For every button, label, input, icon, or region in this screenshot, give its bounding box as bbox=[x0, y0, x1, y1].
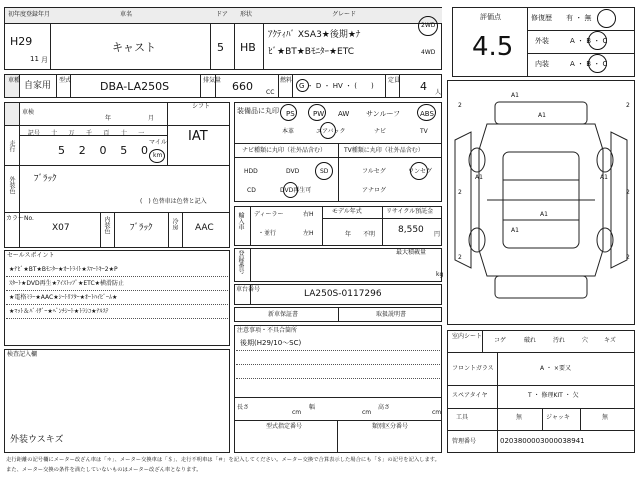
room-item: キズ bbox=[604, 337, 616, 344]
displacement-label: 排気量 bbox=[203, 77, 222, 84]
grade-line-2: ﾋﾞ★BT★Bﾓﾆﾀｰ★ETC bbox=[268, 47, 354, 57]
caution-text: 後期(H29/10～SC) bbox=[240, 339, 302, 347]
equip-leather: 本革 bbox=[282, 128, 295, 135]
room-item: コゲ bbox=[494, 337, 507, 344]
shift-label: シフト bbox=[192, 103, 211, 110]
room-seat-label: 室内シート bbox=[452, 333, 483, 340]
km-circle bbox=[149, 149, 165, 163]
drive-2wd: 2WD bbox=[421, 22, 436, 29]
drive-4wd: 4WD bbox=[421, 49, 436, 56]
repair-label: 修復歴 bbox=[531, 14, 552, 22]
import-parallel: ・並行 bbox=[258, 230, 277, 237]
width-unit: cm bbox=[362, 409, 372, 416]
shift-value: IAT bbox=[188, 129, 208, 144]
equip-sunroof: サンルーフ bbox=[366, 110, 401, 118]
color-value: ﾌﾞﾗｯｸ bbox=[34, 174, 57, 184]
grade-label: グレード bbox=[332, 11, 357, 18]
type-designation-label: 型式指定番号 bbox=[266, 423, 303, 430]
corner-mark: 2 bbox=[626, 254, 630, 261]
recycle-label: リサイクル預託金 bbox=[386, 208, 434, 215]
length-label: 長さ bbox=[237, 404, 250, 411]
inspection-year-unit: 年 bbox=[105, 115, 112, 122]
corner-mark: 2 bbox=[626, 102, 630, 109]
corner-mark: 2 bbox=[626, 189, 630, 196]
mileage-digit: 2 bbox=[78, 144, 86, 157]
manual-label: 取扱説明書 bbox=[376, 311, 407, 318]
trunk-outline bbox=[495, 276, 587, 298]
navi-hdd: HDD bbox=[244, 168, 258, 175]
capacity-value: 4 bbox=[420, 80, 427, 93]
damage-mark: A1 bbox=[511, 227, 519, 234]
score-value: 4.5 bbox=[472, 32, 514, 62]
equipment-label: 装備品に丸印 bbox=[237, 107, 279, 115]
max-load-label: 最大積載量 bbox=[396, 249, 427, 256]
import-left-hand: 左H bbox=[303, 230, 314, 237]
interior-label: 内装 bbox=[535, 60, 549, 68]
spare-tire-label: スペアタイヤ bbox=[452, 392, 488, 399]
sales-line-4: ★ﾏｯﾄ＆ﾊﾞｲｻﾞｰ★ﾍﾞﾝﾁｼｰﾄ★ﾄﾗｼｺ★ﾅﾙｽﾃ bbox=[9, 308, 109, 315]
footer-line-2: また、メーター交換の条件を満たしていないものはメーター改ざん車となります。 bbox=[6, 467, 202, 473]
repair-options: 有 ・ 無 bbox=[566, 14, 592, 22]
interior-options: A ・ B ・ C bbox=[570, 60, 608, 68]
mileage-unit: 一 bbox=[138, 130, 145, 137]
grade-line-1: ｱｸﾃｨﾊﾞ XSA3★後期★ﾅ bbox=[268, 30, 361, 40]
damage-mark: A1 bbox=[540, 211, 548, 218]
import-label: 輸入車 bbox=[237, 212, 244, 230]
vehicle-class-label: 車種 bbox=[8, 77, 21, 84]
exterior-options: A ・ B ・ C bbox=[570, 37, 608, 45]
damage-mark: A1 bbox=[511, 92, 519, 99]
mileage-digit: 5 bbox=[120, 144, 128, 157]
room-item: 破れ bbox=[524, 337, 537, 344]
type-value: DBA-LA250S bbox=[100, 80, 170, 93]
exterior-circle bbox=[588, 31, 607, 50]
tv-type-label: TV種類に丸印（社外品含む） bbox=[344, 147, 424, 154]
sales-label: セールスポイント bbox=[7, 252, 55, 259]
mileage-unit: 記号 bbox=[27, 130, 40, 137]
person-unit: 人 bbox=[435, 89, 442, 96]
capacity-label: 定員 bbox=[388, 77, 401, 84]
inspector-note: 外装ウスキズ bbox=[10, 435, 64, 445]
height-unit: cm bbox=[432, 409, 442, 416]
type-label: 型式 bbox=[59, 77, 72, 84]
height-label: 高さ bbox=[378, 404, 391, 411]
corner-mark: 2 bbox=[458, 254, 462, 261]
inspector-label: 検査記入欄 bbox=[7, 351, 38, 358]
left-side-outline bbox=[455, 132, 471, 268]
km-unit: km bbox=[153, 152, 163, 159]
navi-cd: CD bbox=[247, 187, 256, 194]
body-type: HB bbox=[240, 41, 256, 54]
first-reg-month: 11 bbox=[30, 55, 39, 63]
navi-type-label: ナビ種類に丸印（社外品含む） bbox=[242, 147, 327, 154]
front-glass-value: A ・ ×要又 bbox=[540, 365, 571, 372]
inspection-month-unit: 月 bbox=[148, 115, 155, 122]
corner-mark: 2 bbox=[458, 189, 462, 196]
caution-label: 注意事項・不具合箇所 bbox=[237, 327, 298, 334]
body-label: 形状 bbox=[240, 11, 253, 18]
fuel-options: G ・ D ・ HV ・ ( ) bbox=[299, 82, 374, 90]
mileage-unit-row bbox=[22, 128, 150, 136]
warranty-label: 新車保証書 bbox=[268, 311, 299, 318]
mileage-digits bbox=[58, 144, 148, 157]
damage-mark: A1 bbox=[600, 174, 608, 181]
fuel-label: 燃料 bbox=[280, 77, 293, 84]
front-glass-label: フロントガラス bbox=[452, 365, 494, 372]
mileage-unit: 万 bbox=[68, 130, 75, 137]
tv-oneseg-circle bbox=[410, 162, 428, 180]
tools-label: 工具 bbox=[456, 414, 469, 421]
mileage-digit: 0 bbox=[99, 144, 107, 157]
chassis-value: LA250S-0117296 bbox=[304, 289, 382, 299]
fuel-circle bbox=[296, 79, 309, 92]
mileage-digit: 5 bbox=[58, 144, 65, 157]
usage: 自家用 bbox=[24, 81, 52, 91]
equip-navi: ナビ bbox=[374, 128, 387, 135]
equip-pw-circle bbox=[308, 104, 326, 121]
sales-line-1: ★ﾅﾋﾞ★BT★Bﾓﾆﾀｰ★ｵｰﾄﾗｲﾄ★ｽﾏｰﾄｷｰ2★P bbox=[9, 266, 118, 273]
score-label: 評価点 bbox=[480, 13, 501, 21]
model-year-suffix: 年 不明 bbox=[345, 231, 376, 238]
tv-analog: アナログ bbox=[362, 187, 387, 194]
first-reg-year: H29 bbox=[10, 35, 33, 48]
equip-tv: TV bbox=[420, 128, 428, 135]
damage-mark: A1 bbox=[538, 112, 546, 119]
mileage-label: 走行 bbox=[8, 140, 15, 152]
reg-label: 登録番号 bbox=[237, 250, 244, 274]
navi-dvd-play: DVD再生可 bbox=[280, 187, 312, 194]
corner-mark: 2 bbox=[458, 102, 462, 109]
equip-abs: ABS bbox=[420, 110, 434, 118]
model-label: 車名 bbox=[120, 11, 133, 18]
jack-label: ジャッキ bbox=[546, 414, 570, 421]
door-count: 5 bbox=[217, 41, 224, 54]
yen-unit: 円 bbox=[434, 231, 441, 238]
ac-value: AAC bbox=[195, 223, 214, 233]
navi-sd-circle bbox=[315, 162, 333, 180]
chassis-label: 車台番号 bbox=[236, 286, 261, 293]
damage-mark: A1 bbox=[475, 174, 483, 181]
spare-tire-value: T ・ 修理KIT ・ 欠 bbox=[528, 392, 579, 399]
mileage-unit: 百 bbox=[103, 130, 110, 137]
equip-pw: PW bbox=[313, 110, 325, 118]
length-unit: cm bbox=[292, 409, 302, 416]
mileage-unit: 十 bbox=[51, 130, 58, 137]
month-unit: 月 bbox=[41, 56, 48, 64]
mgmt-label: 管理番号 bbox=[452, 438, 477, 445]
color-no-label: カラーNo. bbox=[6, 215, 34, 222]
navi-sd: SD bbox=[320, 168, 329, 175]
sales-line-2: ｽﾀｰﾄ★DVD再生★ｱｲｽﾄｯﾌﾟ★ETC★横滑防止 bbox=[9, 280, 125, 287]
mileage-unit: 千 bbox=[85, 130, 92, 137]
jack-value: 無 bbox=[602, 414, 609, 421]
navi-dvd-play-circle bbox=[283, 182, 298, 198]
ac-label: 冷房 bbox=[171, 218, 178, 230]
equip-airbag-circle bbox=[320, 122, 336, 139]
door-label: ドア bbox=[216, 11, 228, 18]
import-right-hand: 右H bbox=[303, 211, 314, 218]
equip-ps-circle bbox=[280, 104, 297, 121]
equip-abs-circle bbox=[417, 104, 436, 121]
room-item: 汚れ bbox=[553, 337, 566, 344]
equip-airbag: エアバック bbox=[316, 128, 346, 135]
tv-oneseg: ワンセグ bbox=[408, 168, 433, 175]
width-label: 幅 bbox=[309, 404, 316, 411]
first-reg-label: 初年度登録年月 bbox=[8, 11, 51, 18]
interior-color-label: 内装色 bbox=[103, 216, 110, 234]
inspection-label: 車検 bbox=[22, 109, 35, 116]
right-side-outline bbox=[611, 132, 627, 268]
color-no-value: X07 bbox=[52, 223, 70, 233]
tools-value: 無 bbox=[516, 414, 523, 421]
recycle-value: 8,550 bbox=[398, 225, 424, 235]
sales-line-3: ★電格ﾐﾗｰ★AAC★ｼｰﾄﾘﾌﾀｰ★ｵｰﾄﾊｲﾋﾞｰﾑ★ bbox=[9, 294, 118, 301]
color-change-note: ( ) 色替車は色替と記入 bbox=[140, 198, 207, 205]
class-label: 類別区分番号 bbox=[372, 423, 409, 430]
room-item: 穴 bbox=[582, 337, 589, 344]
color-label: 外装色 bbox=[8, 176, 15, 194]
import-dealer: ディーラー bbox=[254, 211, 284, 218]
model-year-label: モデル年式 bbox=[332, 208, 362, 215]
equip-aw: AW bbox=[338, 110, 350, 118]
displacement-value: 660 bbox=[232, 80, 253, 93]
footer-line-1: 走行距離の記号欄にメーター改ざん車は「＊」、メーター交換車は「＄」、走行不明車は「＃」を記入してください。メーター交換で合算表示した場合にも「＄」の記号を記入します。 bbox=[6, 457, 440, 463]
mileage-digit: 0 bbox=[141, 144, 148, 157]
model-name: キャスト bbox=[112, 41, 156, 54]
tv-fullseg: フルセグ bbox=[362, 168, 386, 175]
mileage-unit: 十 bbox=[120, 130, 127, 137]
navi-dvd: DVD bbox=[286, 168, 300, 175]
cc-unit: CC bbox=[266, 89, 275, 96]
interior-circle bbox=[588, 54, 607, 73]
mgmt-value: 0203800003000038941 bbox=[500, 437, 585, 445]
exterior-label: 外装 bbox=[535, 37, 549, 45]
kg-unit: kg bbox=[436, 271, 444, 278]
mile-unit: マイル bbox=[149, 139, 167, 146]
interior-color-value: ﾌﾞﾗｯｸ bbox=[130, 223, 153, 233]
repair-circle bbox=[597, 9, 616, 28]
equip-ps: PS bbox=[286, 110, 295, 118]
